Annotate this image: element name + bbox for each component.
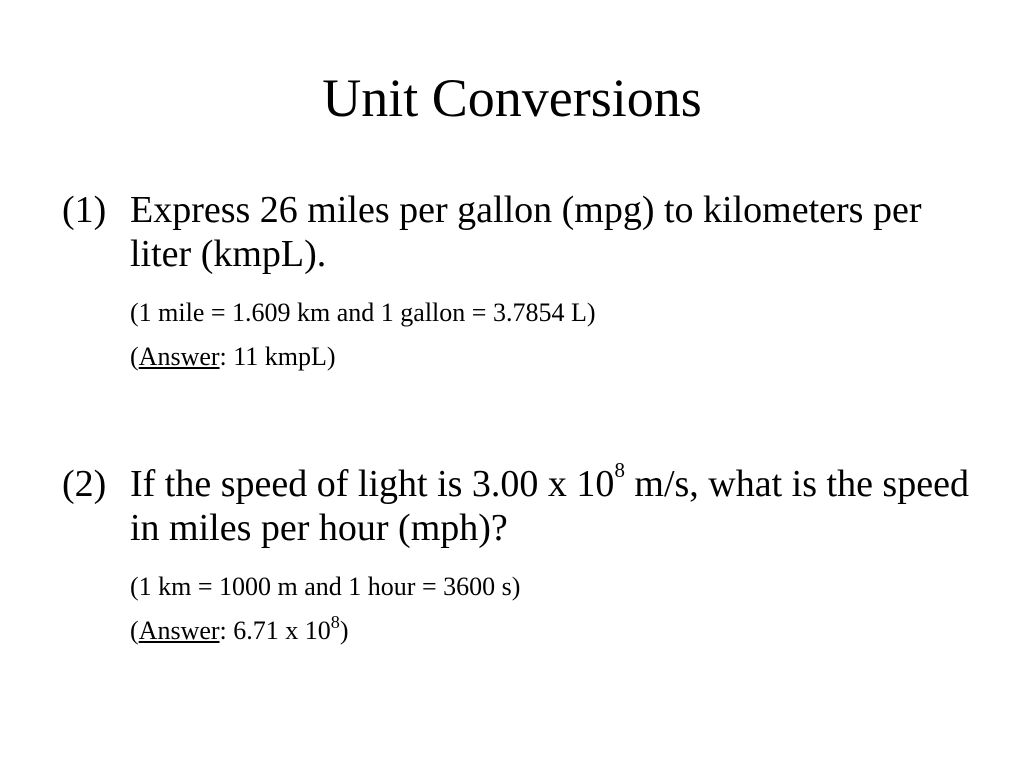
question-row bbox=[62, 188, 992, 276]
answer-label: Answer bbox=[138, 342, 220, 371]
question-text: Express 26 miles per gallon (mpg) to kilometers per liter (kmpL). bbox=[130, 189, 922, 275]
answer-value: : 6.71 x 10 bbox=[219, 616, 331, 645]
problem-number: (2) bbox=[62, 463, 107, 505]
conversion-hint: (1 mile = 1.609 km and 1 gallon = 3.7854 L) bbox=[130, 298, 596, 327]
question-text bbox=[130, 458, 992, 550]
answer-value: : 11 kmpL) bbox=[219, 342, 336, 371]
problem-number: (1) bbox=[62, 189, 107, 231]
slide-title: Unit Conversions bbox=[322, 68, 702, 128]
question-text-end: m/s, what is the speed in miles per hour (mph)? bbox=[130, 463, 969, 549]
question-text-start: If the speed of light is 3.00 x 10 bbox=[130, 463, 615, 505]
answer-line bbox=[130, 612, 992, 646]
answer-close-paren: ) bbox=[339, 616, 349, 645]
problem-2 bbox=[62, 458, 992, 646]
answer-line bbox=[130, 342, 992, 372]
answer-open-paren: ( bbox=[130, 616, 139, 645]
answer-exponent: 8 bbox=[330, 612, 340, 633]
answer-open-paren: ( bbox=[130, 342, 139, 371]
question-exponent: 8 bbox=[614, 458, 625, 483]
conversion-hint: (1 km = 1000 m and 1 hour = 3600 s) bbox=[130, 572, 521, 601]
problem-1 bbox=[62, 188, 992, 372]
answer-label: Answer bbox=[138, 616, 220, 645]
question-row bbox=[62, 458, 992, 550]
